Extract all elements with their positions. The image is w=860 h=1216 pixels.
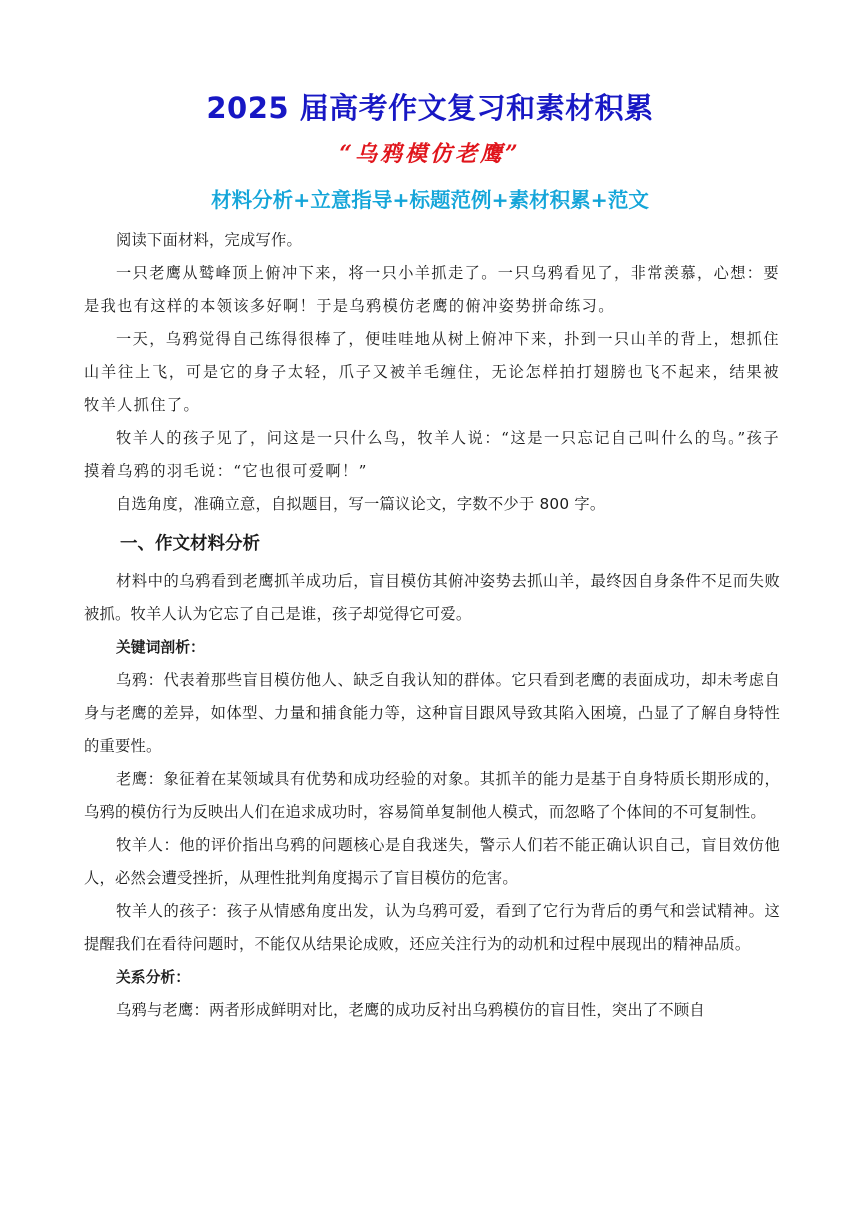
section-banner: 材料分析+立意指导+标题范例+素材积累+范文 (211, 188, 649, 212)
instruction-paragraph: 阅读下面材料，完成写作。 (116, 231, 302, 249)
keyword-eagle: 老鹰：象征着在某领域具有优势和成功经验的对象。其抓羊的能力是基于自身特质长期形成的，乌鸦的模仿行为反映出人们在追求成功时，容易简单复制他人模式，而忽略了个体间的不可复制性。 (84, 770, 780, 821)
material-paragraph-1: 一只老鹰从鹫峰顶上俯冲下来，将一只小羊抓走了。一只乌鸦看见了，非常羡慕，心想：要是我也有这样的本领该多好啊！于是乌鸦模仿老鹰的俯冲姿势拼命练习。 (84, 264, 780, 315)
topic-title: “乌鸦模仿老鹰” (339, 141, 521, 167)
relation-crow-eagle: 乌鸦与老鹰：两者形成鲜明对比，老鹰的成功反衬出乌鸦模仿的盲目性，突出了不顾自 (116, 1001, 705, 1019)
keyword-child: 牧羊人的孩子：孩子从情感角度出发，认为乌鸦可爱，看到了它行为背后的勇气和尝试精神。这提醒我们在看待问题时，不能仅从结果论成败，还应关注行为的动机和过程中展现出的精神品质。 (84, 902, 780, 953)
writing-requirement: 自选角度，准确立意，自拟题目，写一篇议论文，字数不少于 800 字。 (116, 495, 606, 513)
section-heading-analysis: 一、作文材料分析 (120, 534, 260, 554)
document-title: 2025 届高考作文复习和素材积累 (206, 91, 654, 125)
keywords-label: 关键词剖析： (116, 639, 205, 656)
relations-label: 关系分析： (116, 969, 190, 986)
keyword-crow: 乌鸦：代表着那些盲目模仿他人、缺乏自我认知的群体。它只看到老鹰的表面成功，却未考虑自身与老鹰的差异，如体型、力量和捕食能力等，这种盲目跟风导致其陷入困境，凸显了了解自身特性的重要性。 (84, 671, 780, 755)
material-paragraph-3: 牧羊人的孩子见了，问这是一只什么鸟，牧羊人说：“这是一只忘记自己叫什么的鸟。”孩子摸着乌鸦的羽毛说：“它也很可爱啊！” (84, 429, 780, 480)
document-body (84, 224, 780, 1027)
analysis-summary: 材料中的乌鸦看到老鹰抓羊成功后，盲目模仿其俯冲姿势去抓山羊，最终因自身条件不足而失败被抓。牧羊人认为它忘了自己是谁，孩子却觉得它可爱。 (84, 572, 780, 623)
keyword-shepherd: 牧羊人：他的评价指出乌鸦的问题核心是自我迷失，警示人们若不能正确认识自己，盲目效仿他人，必然会遭受挫折，从理性批判角度揭示了盲目模仿的危害。 (84, 836, 780, 887)
material-paragraph-2: 一天，乌鸦觉得自己练得很棒了，便哇哇地从树上俯冲下来，扑到一只山羊的背上，想抓住山羊往上飞，可是它的身子太轻，爪子又被羊毛缠住，无论怎样拍打翅膀也飞不起来，结果被牧羊人抓住了。 (84, 330, 780, 414)
